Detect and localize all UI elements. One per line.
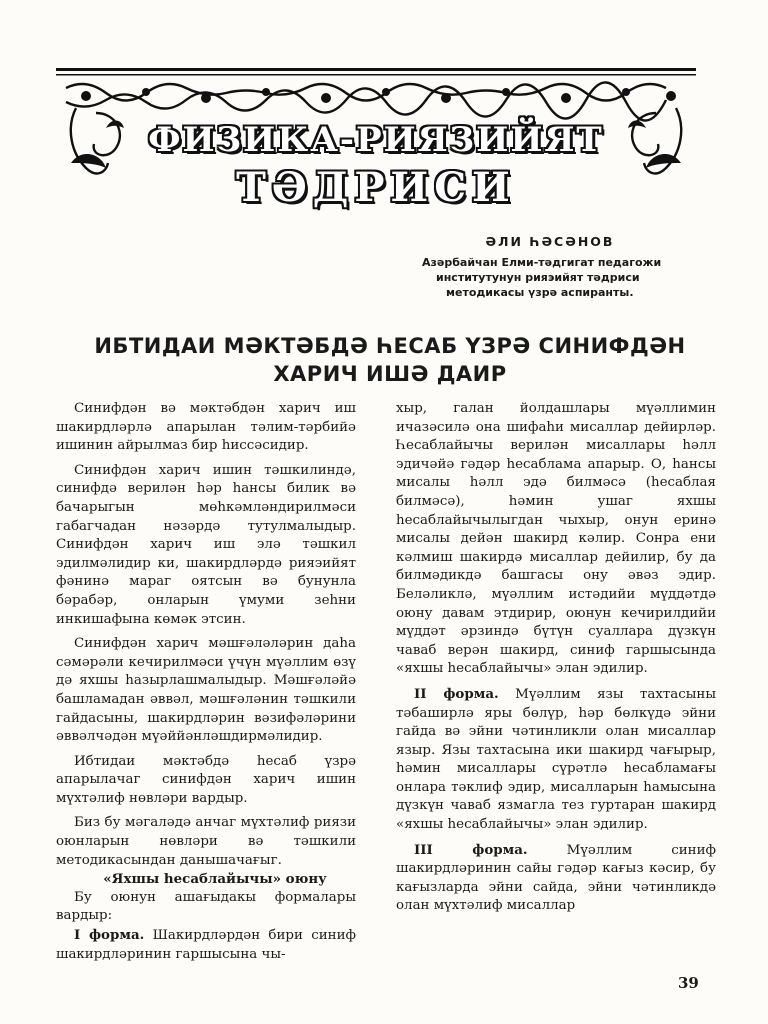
form-label: II форма.	[414, 685, 499, 702]
banner-title-line2: ТӘДРИСИ	[236, 164, 516, 211]
paragraph: Синифдән вә мәктәбдән харич иш шакирдләрлә апарылан тәлим-тәрбийә ишинин айрылмаз бир һиссәсидир.	[56, 401, 356, 454]
paragraph: Бу оюнун ашағыдакы формалары вардыр:	[56, 889, 356, 924]
paragraph-text: Мүәллим синиф шакирдләринин сайы гәдәр кағыз кәсир, бу кағызларда эйни сайда, эйни чәтинликдә олан мүхтәлиф мисаллар	[396, 842, 716, 914]
paragraph-text: Шакирдләрдән бири синиф шакирдләринин гаршысына чы-	[56, 928, 356, 962]
paragraph	[396, 685, 716, 835]
paragraph: Ибтидаи мәктәбдә һесаб үзрә апарылачаг синифдән харич ишин мүхтәлиф нөвләри вардыр.	[56, 753, 356, 806]
left-column	[56, 400, 356, 964]
author-affiliation	[422, 255, 730, 300]
section-banner	[56, 68, 696, 211]
subheading: «Яхшы һесаблайычы» оюну	[103, 871, 327, 888]
paragraph-text: Мүәллим язы тахтасыны тәбаширлә яры бөлүр, һәр бөлкүдә эйни гайда вә эйни чәтинликли олан мисаллар языр. Язы тахтасына ики шакирд чағырыр, һәмин мисаллары сүрәтлә һесабламағы онлара тәклиф эдир, мисалларын һамысына дүзкүн чаваб язмагла тез гуртаран шакирд «яхшы һесаблайычы» элан эдилир.	[396, 686, 717, 833]
form-label: III форма.	[414, 841, 528, 858]
form-label: I форма.	[74, 927, 145, 944]
article-title-line2: ХАРИЧ ИШӘ ДАИР	[273, 362, 507, 386]
affiliation-line-3: методикасы үзрә аспиранты.	[446, 286, 634, 299]
banner-title-line1: ФИЗИКА-РИЯЗИЙЯТ	[148, 120, 604, 160]
page-number: 39	[678, 974, 699, 992]
affiliation-line-1: Азәрбайчан Елми-тәдгигат педагожи	[422, 256, 662, 269]
paragraph: хыр, галан йолдашлары мүәллимин ичазәсилә она шифаһи мисаллар дейирләр. Һесаблайычы верилән мисаллары һәлл эдичәйә гәдәр һесаблама апарыр. О, һансы мисалы һәлл эдә билмәсә (һесаблая билмәсә), һәмин ушаг яхшы һесаблайычылыгдан чыхыр, онун еринә мисалы дейән шакирд кәлир. Сонра ени кәлмиш шакирдә мисаллар дейилир, бу да билмәдикдә башгасы ону әвәз эдир. Беләликлә, мүәллим истәдийи мүддәтдә оюну давам этдирир, оюнун кечирилдийи мүддәт әрзиндә бүтүн суаллара дүзкүн чаваб верән шакирд, синиф гаршысында «яхшы һесаблайычы» элан эдилир.	[396, 401, 716, 677]
author-block	[422, 234, 730, 300]
article-title-line1: ИБТИДАИ МӘКТӘБДӘ ҺЕСАБ ҮЗРӘ СИНИФДӘН	[94, 334, 686, 358]
author-name: ӘЛИ ҺӘСӘНОВ	[485, 234, 615, 249]
paragraph: Синифдән харич мәшғәләләрин даһа сәмәрәли кечирилмәси үчүн мүәллим өзү дә яхшы һазырлашмалыдыр. Мәшғәләйә башламадан әввәл, мәшғәләнин тәшкили гайдасыны, шакирдләрин вәзифәләрини әввәлчәдән мүәййәнләшдирмәлидир.	[56, 636, 356, 745]
paragraph	[56, 926, 356, 964]
right-column	[396, 400, 716, 916]
affiliation-line-2: институтунун рияэийят тәдриси	[436, 271, 640, 284]
paragraph: Синифдән харич ишин тәшкилиндә, синифдә верилән һәр һансы билик вә бачарыгын мөһкәмләндирилмәси габагчадан нәзәрдә тутулмалыдыр. Синифдән харич иш элә тәшкил эдилмәлидир ки, шакирдләрдә рияэийят фәнинә мараг оятсын вә бунунла бәрабәр, онларын үмуми зеһни инкишафына көмәк этсин.	[56, 462, 356, 627]
paragraph	[396, 841, 716, 916]
article-title	[80, 332, 700, 388]
paragraph: Биз бу мәгаләдә анчаг мүхтәлиф риязи оюнларын нөвләри вә тәшкили методикасындан данышачағыг.	[56, 815, 356, 868]
